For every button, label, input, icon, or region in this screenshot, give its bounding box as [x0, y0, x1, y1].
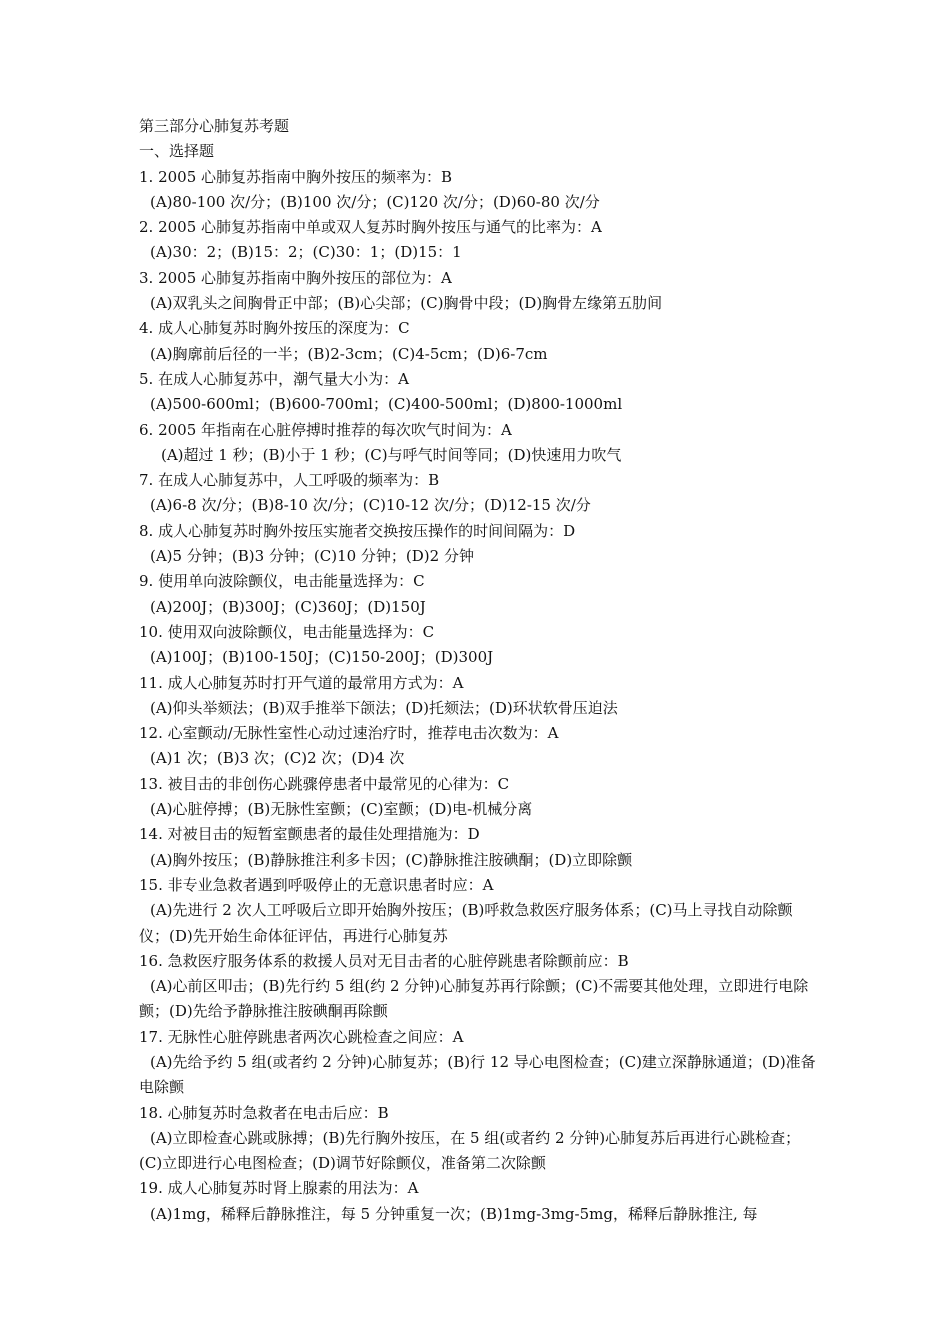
options-15: (A)先进行 2 次人工呼吸后立即开始胸外按压；(B)呼救急救医疗服务体系；(C)马上寻找自动除颤仪；(D)先开始生命体征评估，再进行心肺复苏: [139, 901, 793, 945]
question-11: 11. 成人心肺复苏时打开气道的最常用方式为：A: [139, 673, 464, 692]
options-9: (A)200J；(B)300J；(C)360J；(D)150J: [150, 597, 426, 616]
document-title: 第三部分心肺复苏考题: [139, 117, 290, 135]
options-10: (A)100J；(B)100-150J；(C)150-200J；(D)300J: [150, 648, 494, 667]
question-12: 12. 心室颤动/无脉性室性心动过速治疗时，推荐电击次数为：A: [139, 724, 559, 743]
options-6: (A)超过 1 秒；(B)小于 1 秒；(C)与呼气时间等同；(D)快速用力吹气: [161, 445, 622, 464]
question-19: 19. 成人心肺复苏时肾上腺素的用法为：A: [139, 1179, 419, 1198]
options-16: (A)心前区叩击；(B)先行约 5 组(约 2 分钟)心肺复苏再行除颤；(C)不需要其他处理，立即进行电除颤；(D)先给予静脉推注胺碘酮再除颤: [139, 977, 809, 1021]
question-5: 5. 在成人心肺复苏中，潮气量大小为：A: [139, 369, 409, 388]
question-7: 7. 在成人心肺复苏中，人工呼吸的频率为：B: [139, 471, 440, 490]
options-5: (A)500-600ml；(B)600-700ml；(C)400-500ml；(D)800-1000ml: [150, 395, 623, 414]
question-2: 2. 2005 心肺复苏指南中单或双人复苏时胸外按压与通气的比率为：A: [139, 218, 602, 237]
options-1: (A)80-100 次/分；(B)100 次/分；(C)120 次/分；(D)60-80 次/分: [150, 192, 600, 211]
options-18: (A)立即检查心跳或脉搏；(B)先行胸外按压，在 5 组(或者约 2 分钟)心肺复苏后再进行心跳检查；(C)立即进行心电图检查；(D)调节好除颤仪，准备第二次除颤: [139, 1128, 801, 1173]
options-7: (A)6-8 次/分；(B)8-10 次/分；(C)10-12 次/分；(D)12-15 次/分: [150, 496, 591, 515]
options-19: (A)1mg，稀释后静脉推注，每 5 分钟重复一次；(B)1mg-3mg-5mg，稀释后静脉推注, 每: [150, 1204, 758, 1223]
question-4: 4. 成人心肺复苏时胸外按压的深度为：C: [139, 319, 410, 338]
options-3: (A)双乳头之间胸骨正中部；(B)心尖部；(C)胸骨中段；(D)胸骨左缘第五肋间: [150, 294, 663, 313]
question-6: 6. 2005 年指南在心脏停搏时推荐的每次吹气时间为：A: [139, 420, 512, 439]
options-17: (A)先给予约 5 组(或者约 2 分钟)心肺复苏；(B)行 12 导心电图检查；(C)建立深静脉通道；(D)准备电除颤: [139, 1052, 816, 1097]
options-4: (A)胸廓前后径的一半；(B)2-3cm；(C)4-5cm；(D)6-7cm: [150, 344, 548, 363]
question-1: 1. 2005 心肺复苏指南中胸外按压的频率为：B: [139, 167, 453, 186]
question-18: 18. 心肺复苏时急救者在电击后应：B: [139, 1103, 389, 1122]
section-heading: 一、选择题: [139, 142, 215, 161]
question-3: 3. 2005 心肺复苏指南中胸外按压的部位为：A: [139, 268, 452, 287]
document-page: [139, 114, 819, 1227]
options-2: (A)30：2；(B)15：2；(C)30：1；(D)15：1: [150, 243, 462, 262]
question-13: 13. 被目击的非创伤心跳骤停患者中最常见的心律为：C: [139, 774, 510, 793]
question-16: 16. 急救医疗服务体系的救援人员对无目击者的心脏停跳患者除颤前应：B: [139, 951, 629, 970]
options-11: (A)仰头举颏法；(B)双手推举下颌法；(D)托颏法；(D)环状软骨压迫法: [150, 698, 618, 717]
question-15: 15. 非专业急救者遇到呼吸停止的无意识患者时应：A: [139, 875, 494, 894]
options-14: (A)胸外按压；(B)静脉推注利多卡因；(C)静脉推注胺碘酮；(D)立即除颤: [150, 850, 633, 869]
options-13: (A)心脏停搏；(B)无脉性室颤；(C)室颤；(D)电-机械分离: [150, 800, 533, 819]
options-8: (A)5 分钟；(B)3 分钟；(C)10 分钟；(D)2 分钟: [150, 547, 474, 566]
question-8: 8. 成人心肺复苏时胸外按压实施者交换按压操作的时间间隔为：D: [139, 521, 576, 540]
question-14: 14. 对被目击的短暂室颤患者的最佳处理措施为：D: [139, 825, 480, 844]
question-17: 17. 无脉性心脏停跳患者两次心跳检查之间应：A: [139, 1027, 464, 1046]
question-10: 10. 使用双向波除颤仪，电击能量选择为：C: [139, 622, 435, 641]
question-9: 9. 使用单向波除颤仪，电击能量选择为：C: [139, 572, 425, 591]
options-12: (A)1 次；(B)3 次；(C)2 次；(D)4 次: [150, 749, 405, 768]
